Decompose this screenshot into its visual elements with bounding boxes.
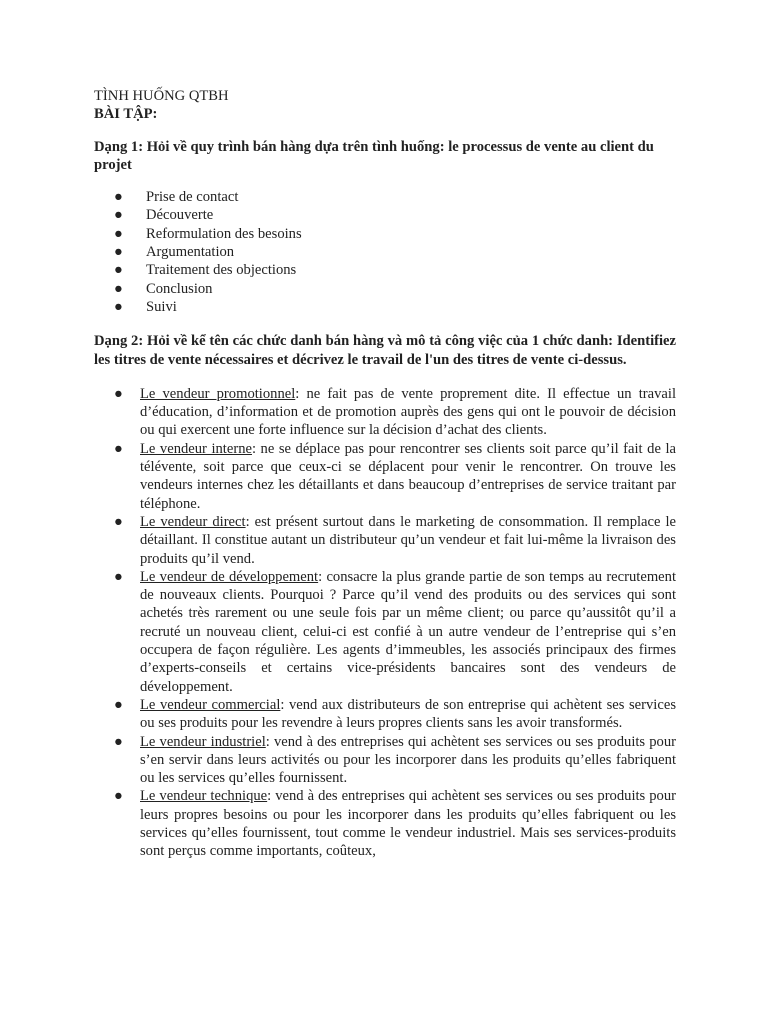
document-title: TÌNH HUỐNG QTBH bbox=[94, 88, 229, 104]
sales-title-description: : ne se déplace pas pour rencontrer ses clients soit parce qu’il fait de la télévente, soit parce que ceux-ci se déplacent pour venir le rencontrer. On trouve les vendeurs internes chez les détaillants et dans beaucoup d’entreprises de service traitant par téléphone. bbox=[140, 440, 676, 512]
sales-title-term: Le vendeur commercial bbox=[140, 696, 281, 713]
bullet-icon: ● bbox=[114, 244, 123, 261]
bullet-icon: ● bbox=[114, 189, 123, 206]
section-1-heading: Dạng 1: Hỏi về quy trình bán hàng dựa trên tình huống: le processus de vente au client du projet bbox=[94, 138, 654, 173]
list-item: ● Argumentation bbox=[114, 244, 235, 261]
list-item bbox=[114, 440, 676, 513]
list-item: ● Prise de contact bbox=[114, 189, 239, 206]
list-item bbox=[114, 696, 676, 733]
section-2-heading: Dạng 2: Hỏi về kể tên các chức danh bán hàng và mô tả công việc của 1 chức danh: Identifiez les titres de vente nécessaires et décrivez le travail de l'un des titres de vente ci-dessus. bbox=[94, 333, 676, 368]
bullet-icon: ● bbox=[114, 696, 123, 713]
document-subtitle: BÀI TẬP: bbox=[94, 106, 158, 123]
sales-title-term: Le vendeur industriel bbox=[140, 733, 266, 750]
list-item: ● Traitement des objections bbox=[114, 262, 297, 279]
list-item: ● Découverte bbox=[114, 207, 214, 224]
list-item bbox=[114, 787, 676, 860]
bullet-icon: ● bbox=[114, 788, 123, 805]
bullet-icon: ● bbox=[114, 733, 123, 750]
bullet-icon: ● bbox=[114, 385, 123, 402]
list-item bbox=[114, 568, 676, 696]
sales-title-term: Le vendeur interne bbox=[140, 440, 252, 457]
sales-title-description: : vend à des entreprises qui achètent ses services ou ses produits pour s’en servir dans leurs activités ou pour les incorporer dans les produits qu’elles fabriquent ou les services qu’elles fournissent. bbox=[140, 733, 676, 787]
list-item: ● Conclusion bbox=[114, 280, 213, 297]
list-item bbox=[114, 733, 676, 788]
sales-title-description: : ne fait pas de vente proprement dite. Il effectue un travail d’éducation, d’information et de promotion auprès des gens qui ont le pouvoir de décision ou qui exercent une forte influence sur la décision d’achat des clients. bbox=[140, 385, 677, 439]
bullet-icon: ● bbox=[114, 280, 123, 297]
sales-process-list bbox=[94, 188, 676, 316]
bullet-icon: ● bbox=[114, 513, 123, 530]
sales-title-description: : consacre la plus grande partie de son temps au recrutement de nouveaux clients. Pourquoi ? Parce qu’il vend des produits ou des services qui sont achetés très rarement ou une seule fois par un même client; ou parce qu’aussitôt qu’il a recruté un nouveau client, celui-ci est confié à un autre vendeur de l’entreprise qui s’en occupera de façon régulière. Les agents d’immeubles, les associés principaux des firmes d’experts-conseils et certains vice-présidents bancaires sont des vendeurs de développement. bbox=[140, 568, 677, 695]
list-item: ● Suivi bbox=[114, 298, 177, 315]
bullet-icon: ● bbox=[114, 298, 123, 315]
list-item: ● Reformulation des besoins bbox=[114, 225, 302, 242]
bullet-icon: ● bbox=[114, 225, 123, 242]
sales-title-term: Le vendeur direct bbox=[140, 513, 246, 530]
bullet-icon: ● bbox=[114, 262, 123, 279]
sales-titles-list bbox=[94, 385, 676, 861]
sales-title-term: Le vendeur technique bbox=[140, 788, 268, 805]
sales-title-term: Le vendeur de développement bbox=[140, 568, 319, 585]
sales-title-description: : est présent surtout dans le marketing de consommation. Il remplace le détaillant. Il constitue autant un distributeur qu’un vendeur et fait lui-même la livraison des produits qu’il vend. bbox=[140, 513, 676, 567]
bullet-icon: ● bbox=[114, 440, 123, 457]
bullet-icon: ● bbox=[114, 568, 123, 585]
bullet-icon: ● bbox=[114, 207, 123, 224]
sales-title-description: : vend à des entreprises qui achètent ses services ou ses produits pour leurs propres besoins ou pour les incorporer dans les produits qu’elles fabriquent ou les services qu’elles fournissent, tout comme le vendeur industriel. Mais ses services-produits sont perçus comme importants, coûteux, bbox=[140, 788, 676, 860]
list-item bbox=[114, 513, 676, 568]
sales-title-description: : vend aux distributeurs de son entreprise qui achètent ses services ou ses produits pour les revendre à leurs propres clients sans les avoir transformés. bbox=[140, 696, 676, 732]
sales-title-term: Le vendeur promotionnel bbox=[140, 385, 296, 402]
list-item bbox=[114, 385, 676, 440]
